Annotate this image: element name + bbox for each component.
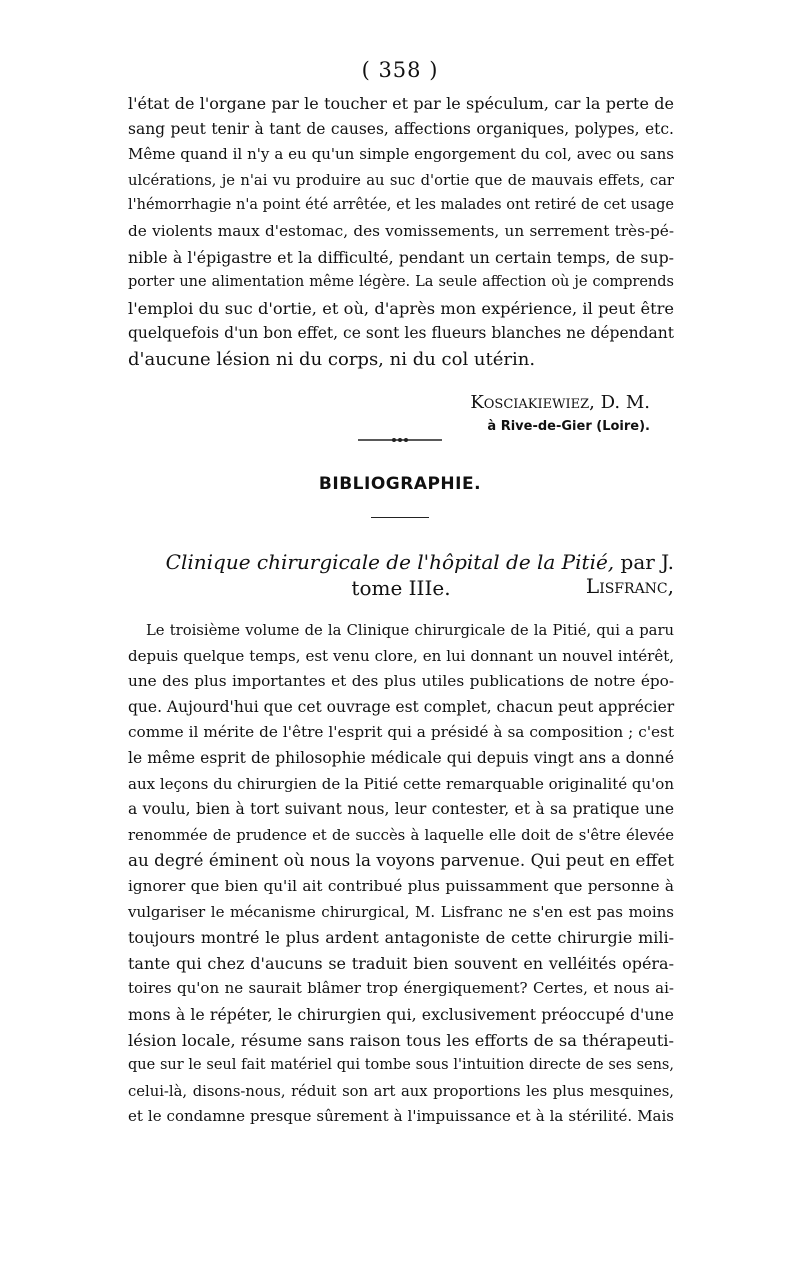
text-line: tante qui chez d'aucuns se traduit bien souvent en velléités opéra- bbox=[128, 953, 674, 973]
text-line: toires qu'on ne saurait blâmer trop énergiquement? Certes, et nous ai- bbox=[128, 979, 674, 998]
author-signature bbox=[0, 392, 650, 413]
paragraph-continuation bbox=[128, 91, 674, 373]
text-line: sang peut tenir à tant de causes, affections organiques, polypes, etc. bbox=[128, 119, 674, 138]
text-line: l'hémorrhagie n'a point été arrêtée, et les malades ont retiré de cet usage bbox=[128, 197, 674, 214]
text-line: depuis quelque temps, est venu clore, en lui donnant un nouvel intérêt, bbox=[128, 646, 674, 665]
text-line: le même esprit de philosophie médicale qui depuis vingt ans a donné bbox=[128, 748, 674, 767]
page-number: ( 358 ) bbox=[361, 58, 439, 82]
text-line: ulcérations, je n'ai vu produire au suc d'ortie que de mauvais effets, car bbox=[128, 171, 674, 189]
author-name: Kosciakiewiez bbox=[470, 392, 590, 413]
text-line: Le troisième volume de la Clinique chirurgicale de la Pitié, qui a paru bbox=[146, 622, 674, 639]
text-line: aux leçons du chirurgien de la Pitié cette remarquable originalité qu'on bbox=[128, 774, 674, 793]
text-line: l'emploi du suc d'ortie, et où, d'après mon expérience, il peut être bbox=[128, 298, 674, 318]
text-line: comme il mérite de l'être l'esprit qui a présidé à sa composition ; c'est bbox=[128, 723, 674, 742]
review-paragraph bbox=[128, 618, 674, 1130]
author-location: à Rive-de-Gier (Loire). bbox=[487, 419, 650, 434]
book-title-by: par J. bbox=[614, 550, 674, 574]
text-line: l'état de l'organe par le toucher et par le spéculum, car la perte de bbox=[128, 94, 674, 113]
text-line: vulgariser le mécanisme chirurgical, M. Lisfranc ne s'en est pas moins bbox=[128, 902, 674, 921]
text-line: Même quand il n'y a eu qu'un simple engorgement du col, avec ou sans bbox=[128, 145, 674, 164]
book-volume: tome IIIe. bbox=[351, 576, 451, 600]
text-line: renommée de prudence et de succès à laquelle elle doit de s'être élevée bbox=[128, 826, 674, 844]
text-line: porter une alimentation même légère. La seule affection où je comprends bbox=[128, 274, 674, 291]
text-line: lésion locale, résume sans raison tous les efforts de sa thérapeuti- bbox=[128, 1030, 674, 1050]
text-line: que sur le seul fait matériel qui tombe sous l'intuition directe de ses sens, bbox=[128, 1057, 674, 1074]
ornament-divider bbox=[358, 438, 442, 442]
text-line: celui-là, disons-nous, réduit son art aux proportions les plus mesquines, bbox=[128, 1082, 674, 1100]
text-line: que. Aujourd'hui que cet ouvrage est complet, chacun peut apprécier bbox=[128, 697, 675, 716]
text-line: au degré éminent où nous la voyons parvenue. Qui peut en effet bbox=[128, 850, 674, 871]
section-heading: BIBLIOGRAPHIE. bbox=[318, 474, 482, 494]
text-line: et le condamne presque sûrement à l'impuissance et à la stérilité. Mais bbox=[128, 1107, 674, 1126]
text-line: d'aucune lésion ni du corps, ni du col utérin. bbox=[128, 348, 536, 370]
text-line: mons à le répéter, le chirurgien qui, exclusivement préoccupé d'une bbox=[128, 1004, 674, 1024]
text-line: toujours montré le plus ardent antagoniste de cette chirurgie mili- bbox=[128, 928, 674, 948]
text-line: quelquefois d'un bon effet, ce sont les flueurs blanches ne dépendant bbox=[128, 324, 674, 343]
text-line: de violents maux d'estomac, des vomissements, un serrement très-pé- bbox=[128, 221, 674, 240]
text-line: ignorer que bien qu'il ait contribué plus puissamment que personne à bbox=[128, 876, 674, 895]
text-line: une des plus importantes et des plus utiles publications de notre épo- bbox=[128, 672, 674, 691]
text-line: a voulu, bien à tort suivant nous, leur contester, et à sa pratique une bbox=[128, 800, 674, 819]
text-line: nible à l'épigastre et la difficulté, pendant un certain temps, de sup- bbox=[128, 247, 674, 267]
book-author: Lisfranc, bbox=[585, 574, 674, 598]
book-title-italic: Clinique chirurgicale de l'hôpital de la Pitié, bbox=[165, 550, 615, 574]
author-title: , D. M. bbox=[589, 392, 650, 413]
heading-rule bbox=[371, 517, 429, 518]
